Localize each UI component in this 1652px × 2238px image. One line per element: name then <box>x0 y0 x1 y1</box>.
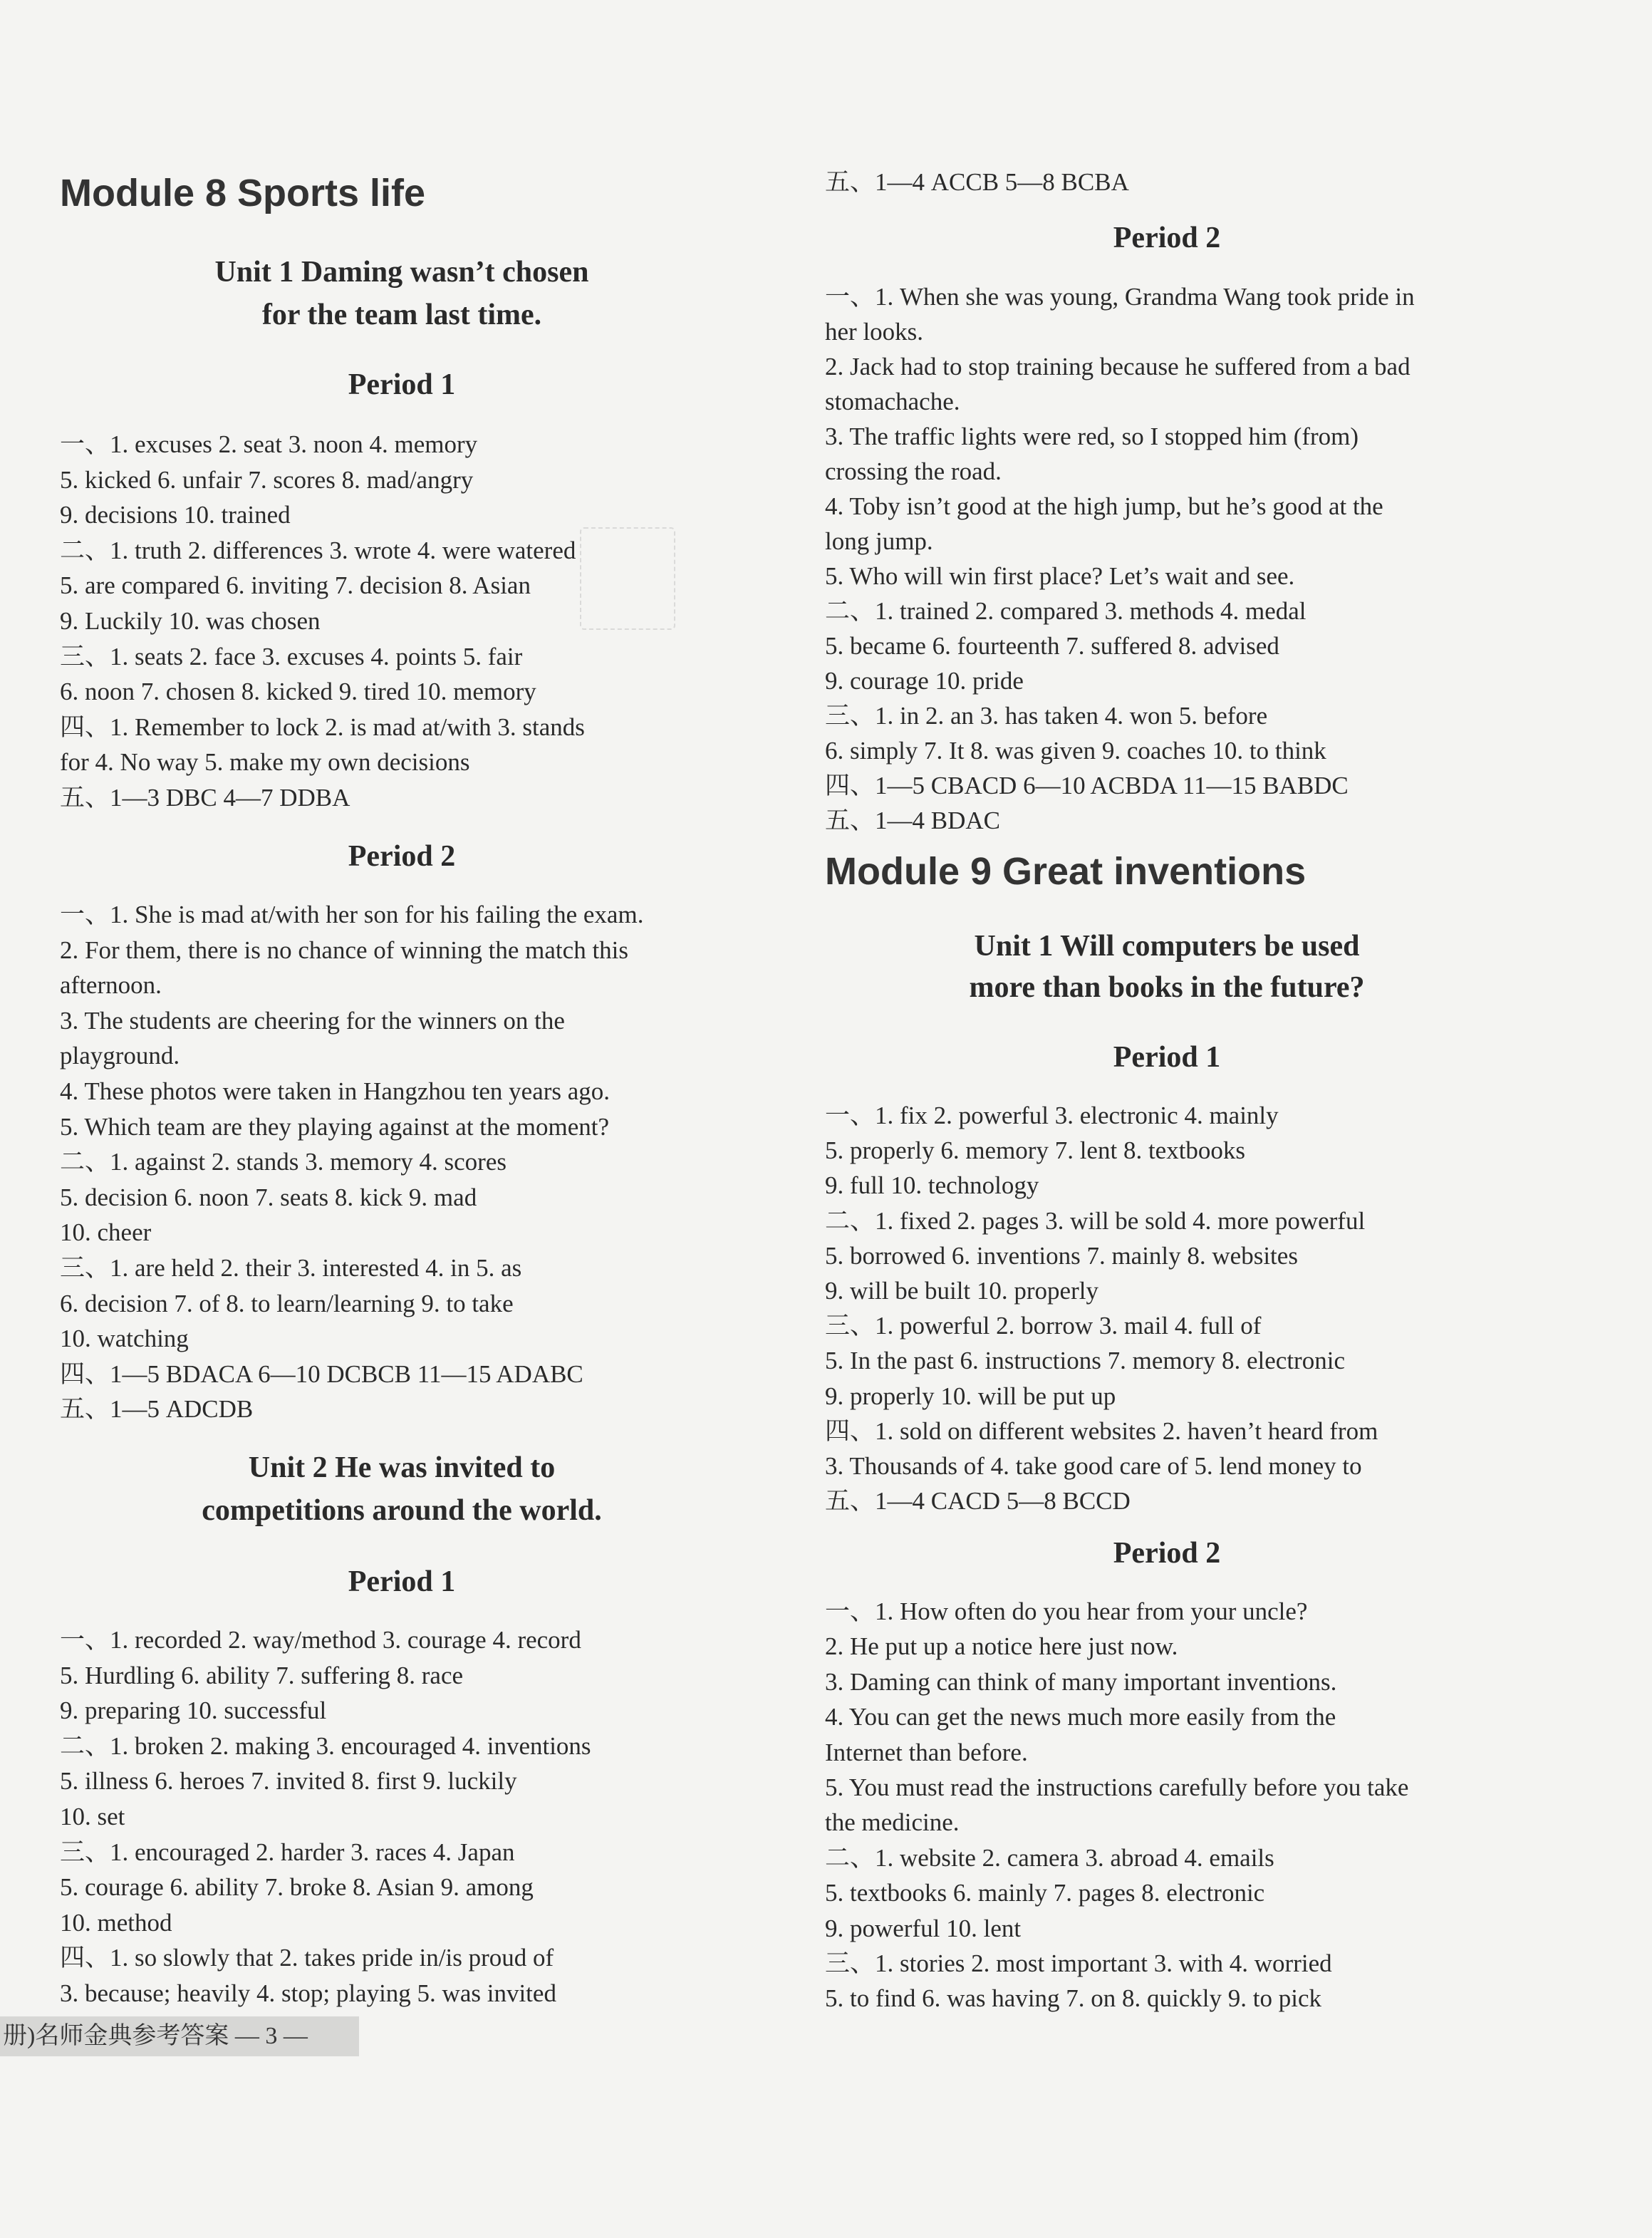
unit-2-title-line-2: competitions around the world. <box>202 1494 602 1527</box>
answer-line: 6. decision 7. of 8. to learn/learning 9. to take <box>60 1289 514 1317</box>
answer-line: 5. decision 6. noon 7. seats 8. kick 9. mad <box>60 1183 477 1211</box>
module-9-title: Module 9 Great inventions <box>825 850 1306 893</box>
answer-line: 三、1. seats 2. face 3. excuses 4. points 5. fair <box>60 642 523 670</box>
answer-line: her looks. <box>825 318 924 346</box>
answer-line: 3. Thousands of 4. take good care of 5. lend money to <box>825 1452 1362 1480</box>
answer-line: 4. Toby isn’t good at the high jump, but he’s good at the <box>825 492 1383 520</box>
answer-line: 3. The students are cheering for the winners on the <box>60 1006 565 1035</box>
answer-line: 一、1. When she was young, Grandma Wang took pride in <box>825 283 1415 311</box>
answer-line: 五、1—3 DBC 4—7 DDBA <box>60 784 350 812</box>
answer-line: 五、1—4 BDAC <box>825 807 1000 834</box>
answer-line: 9. decisions 10. trained <box>60 501 291 529</box>
answer-line: 四、1—5 CBACD 6—10 ACBDA 11—15 BABDC <box>825 772 1349 799</box>
answer-line: 5. textbooks 6. mainly 7. pages 8. electronic <box>825 1879 1265 1907</box>
answer-line: 三、1. in 2. an 3. has taken 4. won 5. before <box>825 702 1268 730</box>
answer-line: 9. properly 10. will be put up <box>825 1382 1116 1410</box>
answer-line: 9. Luckily 10. was chosen <box>60 607 321 635</box>
answer-line: 6. noon 7. chosen 8. kicked 9. tired 10. memory <box>60 678 536 706</box>
answer-line: 一、1. She is mad at/with her son for his failing the exam. <box>60 901 644 928</box>
unit-1-title-line-1: Unit 1 Daming wasn’t chosen <box>214 256 589 289</box>
answer-line: 二、1. against 2. stands 3. memory 4. scores <box>60 1148 506 1176</box>
answer-line: 10. set <box>60 1803 125 1830</box>
unit-1-title-line-2: for the team last time. <box>261 299 542 331</box>
unit-2-title-line-1: Unit 2 He was invited to <box>248 1451 556 1484</box>
answer-line: 三、1. encouraged 2. harder 3. races 4. Japan <box>60 1838 515 1866</box>
answer-line: 5. became 6. fourteenth 7. suffered 8. advised <box>825 632 1279 660</box>
answer-line: 三、1. stories 2. most important 3. with 4. worried <box>825 1949 1332 1977</box>
answer-line: 一、1. recorded 2. way/method 3. courage 4. record <box>60 1626 581 1654</box>
answer-line: 二、1. truth 2. differences 3. wrote 4. were watered <box>60 536 576 564</box>
answer-line: 5. Who will win first place? Let’s wait and see. <box>825 562 1295 590</box>
answer-line: 3. because; heavily 4. stop; playing 5. was invited <box>60 1979 556 2007</box>
answer-line: 5. to find 6. was having 7. on 8. quickly 9. to pick <box>825 1984 1322 2013</box>
answer-line: 5. Which team are they playing against at the moment? <box>60 1112 610 1141</box>
answer-line: 4. These photos were taken in Hangzhou ten years ago. <box>60 1077 611 1105</box>
answer-line: afternoon. <box>60 971 162 1000</box>
answer-line: 3. Daming can think of many important inventions. <box>825 1667 1337 1696</box>
answer-line: 四、1. so slowly that 2. takes pride in/is proud of <box>60 1944 554 1972</box>
answer-line: long jump. <box>825 527 933 555</box>
answer-line: 二、1. fixed 2. pages 3. will be sold 4. more powerful <box>825 1206 1366 1235</box>
module-9-period-1-title: Period 1 <box>1113 1041 1221 1074</box>
page-footer: 册)名师金典参考答案 — 3 — <box>0 2016 359 2056</box>
answer-line: 9. full 10. technology <box>825 1171 1039 1200</box>
answer-line: 3. The traffic lights were red, so I stopped him (from) <box>825 423 1359 450</box>
answer-line: 一、1. How often do you hear from your uncle? <box>825 1597 1308 1625</box>
answer-line: 5. Hurdling 6. ability 7. suffering 8. race <box>60 1661 464 1689</box>
answer-line: 三、1. powerful 2. borrow 3. mail 4. full of <box>825 1312 1262 1340</box>
answer-line: 2. Jack had to stop training because he suffered from a bad <box>825 353 1411 380</box>
answer-line: 5. courage 6. ability 7. broke 8. Asian 9. among <box>60 1873 534 1902</box>
answer-line: 9. will be built 10. properly <box>825 1277 1098 1305</box>
answer-line: 一、1. fix 2. powerful 3. electronic 4. mainly <box>825 1102 1279 1129</box>
answer-line: stomachache. <box>825 388 960 415</box>
answer-line: 5. are compared 6. inviting 7. decision 8. Asian <box>60 571 531 600</box>
answer-line: 9. courage 10. pride <box>825 667 1024 695</box>
answer-line: 一、1. excuses 2. seat 3. noon 4. memory <box>60 430 478 458</box>
answer-line: 四、1. sold on different websites 2. haven’t heard from <box>825 1416 1378 1445</box>
answer-line: 四、1—5 BDACA 6—10 DCBCB 11—15 ADABC <box>60 1359 583 1388</box>
answer-line: 10. watching <box>60 1325 189 1353</box>
answer-line: 二、1. trained 2. compared 3. methods 4. medal <box>825 597 1306 625</box>
module-8-title: Module 8 Sports life <box>60 172 426 214</box>
answer-line: 5. In the past 6. instructions 7. memory 8. electronic <box>825 1347 1345 1375</box>
unit-1-period-1-title: Period 1 <box>348 368 456 401</box>
answer-line: crossing the road. <box>825 457 1002 485</box>
answer-line: 10. method <box>60 1908 172 1937</box>
answer-line: 2. He put up a notice here just now. <box>825 1632 1178 1661</box>
answer-line: Internet than before. <box>825 1738 1028 1766</box>
answer-line: 五、1—4 ACCB 5—8 BCBA <box>825 168 1129 196</box>
answer-line: 5. kicked 6. unfair 7. scores 8. mad/angry <box>60 465 474 494</box>
answer-line: 9. preparing 10. successful <box>60 1696 327 1725</box>
answer-line: 5. borrowed 6. inventions 7. mainly 8. websites <box>825 1241 1298 1270</box>
module-9-period-2-title: Period 2 <box>1113 1537 1221 1570</box>
answer-line: 五、1—5 ADCDB <box>60 1395 254 1424</box>
answer-line: 三、1. are held 2. their 3. interested 4. in 5. as <box>60 1254 522 1282</box>
answer-line: 5. properly 6. memory 7. lent 8. textbooks <box>825 1136 1246 1165</box>
watermark-stamp <box>580 527 675 630</box>
answer-line: 四、1. Remember to lock 2. is mad at/with 3. stands <box>60 713 585 741</box>
module-9-unit-1-title-line-1: Unit 1 Will computers be used <box>974 930 1360 963</box>
unit-1-period-2-title: Period 2 <box>348 840 456 873</box>
unit-2-period-1-title: Period 1 <box>348 1565 456 1598</box>
answer-line: 二、1. broken 2. making 3. encouraged 4. inventions <box>60 1731 591 1760</box>
module-9-unit-1-title-line-2: more than books in the future? <box>969 971 1365 1004</box>
answer-line: 6. simply 7. It 8. was given 9. coaches 10. to think <box>825 737 1326 765</box>
answer-line: for 4. No way 5. make my own decisions <box>60 748 470 777</box>
unit-2-period-2-title: Period 2 <box>1113 222 1221 254</box>
answer-line: playground. <box>60 1042 180 1070</box>
answer-line: 4. You can get the news much more easily from the <box>825 1703 1336 1731</box>
answer-line: 2. For them, there is no chance of winning the match this <box>60 936 629 964</box>
answer-line: the medicine. <box>825 1808 960 1837</box>
answer-line: 5. illness 6. heroes 7. invited 8. first 9. luckily <box>60 1767 517 1796</box>
answer-line: 10. cheer <box>60 1218 152 1247</box>
answer-line: 五、1—4 CACD 5—8 BCCD <box>825 1487 1131 1516</box>
answer-line: 5. You must read the instructions carefully before you take <box>825 1773 1409 1801</box>
answer-line: 9. powerful 10. lent <box>825 1914 1022 1942</box>
answer-line: 二、1. website 2. camera 3. abroad 4. emails <box>825 1843 1274 1872</box>
